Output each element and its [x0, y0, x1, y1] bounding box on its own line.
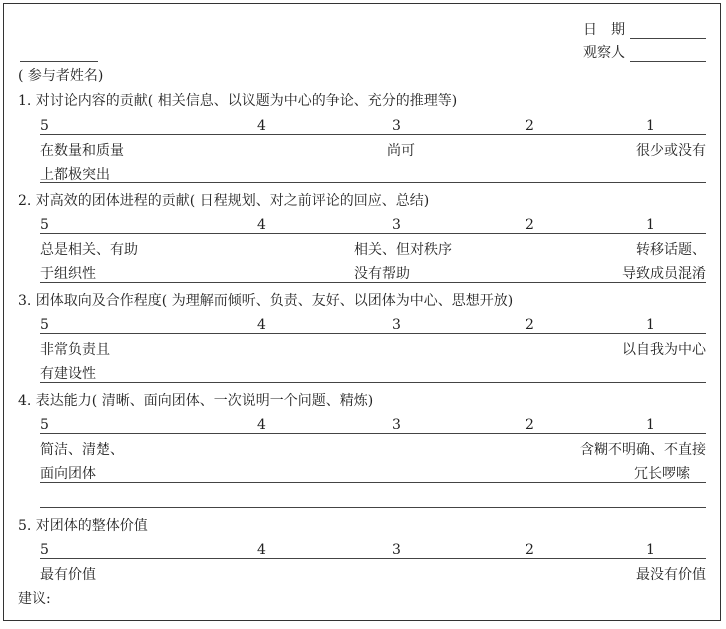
scale-5-4[interactable]: 4 [257, 542, 266, 558]
item-2-right-anchor-line2: 导致成员混淆 [622, 266, 706, 282]
scale-line-5 [40, 558, 706, 559]
scale-4-4[interactable]: 4 [257, 417, 266, 433]
scale-4-5[interactable]: 5 [40, 417, 49, 433]
scale-1-4[interactable]: 4 [257, 118, 266, 134]
scale-5-3[interactable]: 3 [392, 542, 401, 558]
divider-3 [40, 382, 706, 383]
item-2-left-anchor-line1: 总是相关、有助 [40, 242, 138, 258]
scale-3-2[interactable]: 2 [525, 317, 534, 333]
item-3-left-anchor-line2: 有建设性 [40, 366, 96, 382]
scale-5-2[interactable]: 2 [525, 542, 534, 558]
scale-3-3[interactable]: 3 [392, 317, 401, 333]
scale-2-2[interactable]: 2 [525, 217, 534, 233]
question-5: 5. 对团体的整体价值 [18, 518, 148, 534]
scale-2-3[interactable]: 3 [392, 217, 401, 233]
observer-blank[interactable] [630, 61, 706, 62]
observer-label: 观察人 [583, 45, 625, 61]
divider-4b [40, 507, 706, 508]
divider-1 [40, 182, 706, 183]
item-4-left-anchor-line1: 简洁、清楚、 [40, 442, 124, 458]
evaluation-form [3, 3, 721, 621]
item-5-right-anchor: 最没有价值 [636, 567, 706, 583]
scale-line-1 [40, 134, 706, 135]
scale-2-4[interactable]: 4 [257, 217, 266, 233]
scale-1-2[interactable]: 2 [525, 118, 534, 134]
item-3-right-anchor: 以自我为中心 [622, 342, 706, 358]
scale-4-3[interactable]: 3 [392, 417, 401, 433]
suggestion-label: 建议: [18, 591, 51, 607]
scale-1-5[interactable]: 5 [40, 118, 49, 134]
item-3-left-anchor-line1: 非常负责且 [40, 342, 110, 358]
participant-name-blank[interactable] [20, 61, 98, 62]
item-1-left-anchor-line2: 上都极突出 [40, 167, 110, 183]
question-1: 1. 对讨论内容的贡献( 相关信息、以议题为中心的争论、充分的推理等) [18, 93, 458, 109]
item-4-left-anchor-line2: 面向团体 [40, 466, 96, 482]
scale-2-5[interactable]: 5 [40, 217, 49, 233]
item-2-right-anchor-line1: 转移话题、 [636, 242, 706, 258]
scale-5-1[interactable]: 1 [646, 542, 655, 558]
scale-5-5[interactable]: 5 [40, 542, 49, 558]
scale-3-4[interactable]: 4 [257, 317, 266, 333]
participant-label: ( 参与者姓名) [18, 68, 104, 84]
scale-line-4 [40, 433, 706, 434]
item-1-left-anchor-line1: 在数量和质量 [40, 143, 124, 159]
item-4-right-anchor-line2: 冗长啰嗦 [634, 466, 690, 482]
item-4-right-anchor-line1: 含糊不明确、不直接 [580, 442, 706, 458]
item-2-mid-anchor-line2: 没有帮助 [354, 266, 410, 282]
question-4: 4. 表达能力( 清晰、面向团体、一次说明一个问题、精炼) [18, 393, 374, 409]
item-5-left-anchor: 最有价值 [40, 567, 96, 583]
scale-line-2 [40, 233, 706, 234]
date-blank[interactable] [630, 38, 706, 39]
question-2: 2. 对高效的团体进程的贡献( 日程规划、对之前评论的回应、总结) [18, 193, 430, 209]
divider-2 [40, 282, 706, 283]
scale-2-1[interactable]: 1 [646, 217, 655, 233]
item-2-mid-anchor-line1: 相关、但对秩序 [354, 242, 452, 258]
scale-3-5[interactable]: 5 [40, 317, 49, 333]
date-label: 日 期 [583, 22, 625, 38]
scale-3-1[interactable]: 1 [646, 317, 655, 333]
item-1-right-anchor: 很少或没有 [636, 143, 706, 159]
scale-1-1[interactable]: 1 [646, 118, 655, 134]
divider-4a [40, 482, 706, 483]
question-3: 3. 团体取向及合作程度( 为理解而倾听、负责、友好、以团体为中心、思想开放) [18, 293, 514, 309]
scale-4-2[interactable]: 2 [525, 417, 534, 433]
scale-1-3[interactable]: 3 [392, 118, 401, 134]
scale-4-1[interactable]: 1 [646, 417, 655, 433]
item-2-left-anchor-line2: 于组织性 [40, 266, 96, 282]
scale-line-3 [40, 333, 706, 334]
item-1-mid-anchor: 尚可 [387, 143, 415, 159]
